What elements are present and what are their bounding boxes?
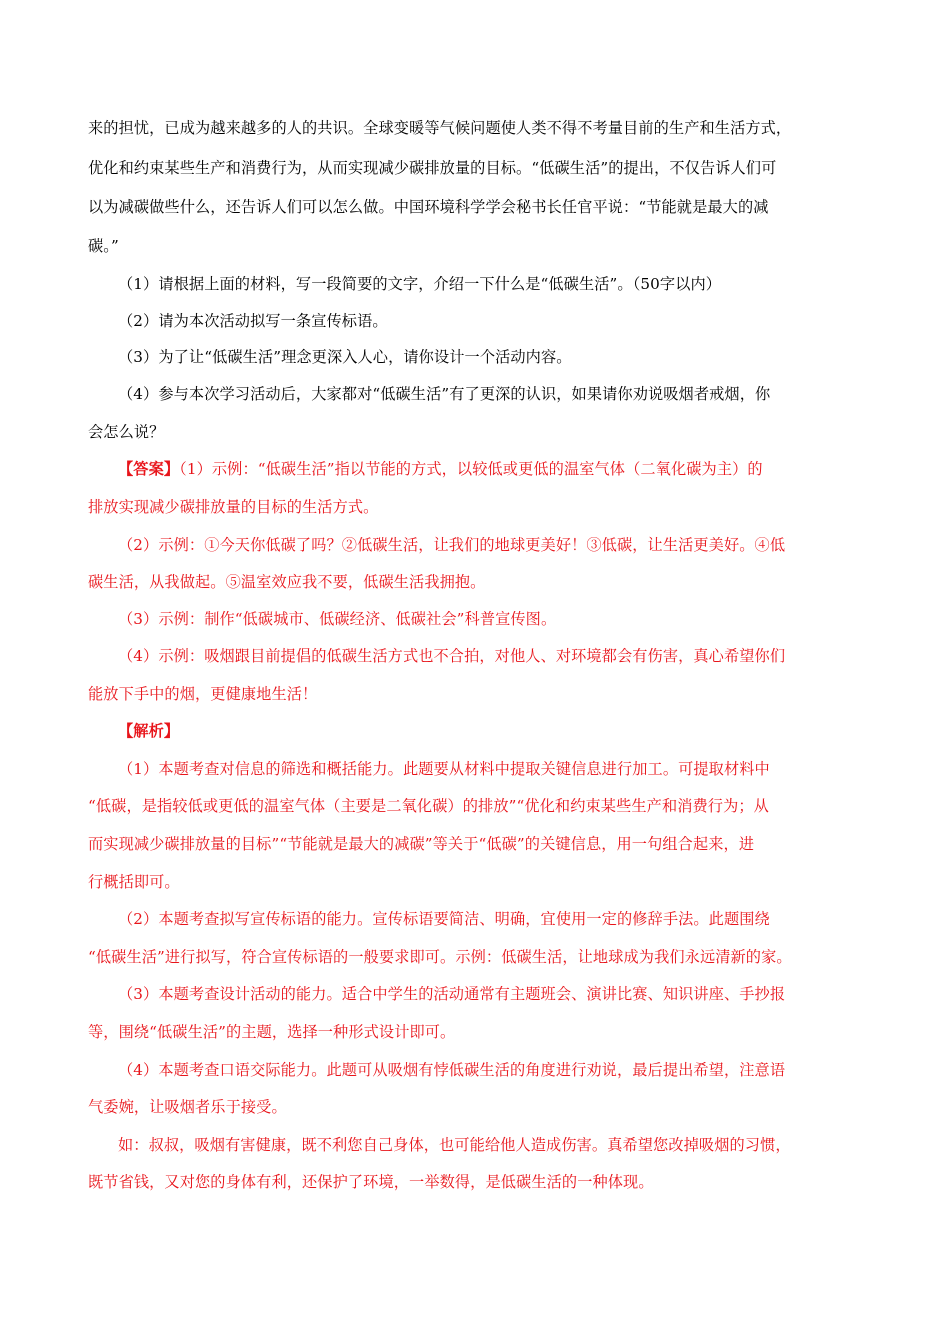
material-line: 优化和约束某些生产和消费行为，从而实现减少碳排放量的目标。“低碳生活”的提出，不仅告诉人们可 (88, 159, 777, 177)
question-4-line: 会怎么说？ (88, 423, 165, 441)
answer-1-line (118, 451, 763, 487)
analysis-example-line: 既节省钱，又对您的身体有利，还保护了环境，一举数得，是低碳生活的一种体现。 (88, 1173, 654, 1191)
answer-1-text: （1）示例：“低碳生活”指以节能的方式，以较低或更低的温室气体（二氧化碳为主）的 (179, 460, 763, 478)
answer-1-line: 排放实现减少碳排放量的目标的生活方式。 (88, 498, 379, 516)
answer-3: （3）示例：制作“低碳城市、低碳经济、低碳社会”科普宣传图。 (118, 610, 557, 628)
answer-label: 【答案】 (118, 460, 180, 478)
answer-4-line: 能放下手中的烟，更健康地生活！ (88, 685, 318, 703)
analysis-1-line: （1）本题考查对信息的筛选和概括能力。此题要从材料中提取关键信息进行加工。可提取材料中 (118, 760, 770, 778)
material-line: 来的担忧，已成为越来越多的人的共识。全球变暖等气候问题使人类不得不考量目前的生产和生活方式， (88, 119, 792, 137)
material-line: 以为减碳做些什么，还告诉人们可以怎么做。中国环境科学学会秘书长任官平说：“节能就是最大的减 (88, 198, 769, 216)
answer-2-line: （2）示例：①今天你低碳了吗？②低碳生活，让我们的地球更美好！③低碳，让生活更美好。④低 (118, 536, 786, 554)
analysis-example-line: 如：叔叔，吸烟有害健康，既不利您自己身体，也可能给他人造成伤害。真希望您改掉吸烟的习惯， (118, 1136, 791, 1154)
analysis-2-line: （2）本题考查拟写宣传标语的能力。宣传标语要简洁、明确，宜使用一定的修辞手法。此题围绕 (118, 910, 770, 928)
analysis-3-line: （3）本题考查设计活动的能力。适合中学生的活动通常有主题班会、演讲比赛、知识讲座、手抄报 (118, 985, 786, 1003)
analysis-1-line: “低碳，是指较低或更低的温室气体（主要是二氧化碳）的排放”“优化和约束某些生产和消费行为；从 (88, 797, 769, 815)
question-4-line: （4）参与本次学习活动后，大家都对“低碳生活”有了更深的认识，如果请你劝说吸烟者戒烟，你 (118, 385, 771, 403)
analysis-1-line: 行概括即可。 (88, 873, 180, 891)
question-3: （3）为了让“低碳生活”理念更深入人心，请你设计一个活动内容。 (118, 348, 572, 366)
question-2: （2）请为本次活动拟写一条宣传标语。 (118, 312, 388, 330)
question-1: （1）请根据上面的材料，写一段简要的文字，介绍一下什么是“低碳生活”。（50字以内） (118, 275, 722, 293)
analysis-label: 【解析】 (118, 722, 180, 740)
analysis-1-line: 而实现减少碳排放量的目标”“节能就是最大的减碳”等关于“低碳”的关键信息，用一句组合起来，进 (88, 835, 755, 853)
analysis-4-line: （4）本题考查口语交际能力。此题可从吸烟有悖低碳生活的角度进行劝说，最后提出希望，注意语 (118, 1061, 786, 1079)
analysis-2-line: “低碳生活”进行拟写，符合宣传标语的一般要求即可。示例：低碳生活，让地球成为我们永远清新的家。 (88, 948, 792, 966)
answer-4-line: （4）示例：吸烟跟目前提倡的低碳生活方式也不合拍，对他人、对环境都会有伤害，真心希望你们 (118, 647, 786, 665)
analysis-3-line: 等，围绕“低碳生活”的主题，选择一种形式设计即可。 (88, 1023, 456, 1041)
material-line: 碳。” (88, 237, 119, 255)
answer-2-line: 碳生活，从我做起。⑤温室效应我不要，低碳生活我拥抱。 (88, 573, 486, 591)
analysis-4-line: 气委婉，让吸烟者乐于接受。 (88, 1098, 287, 1116)
